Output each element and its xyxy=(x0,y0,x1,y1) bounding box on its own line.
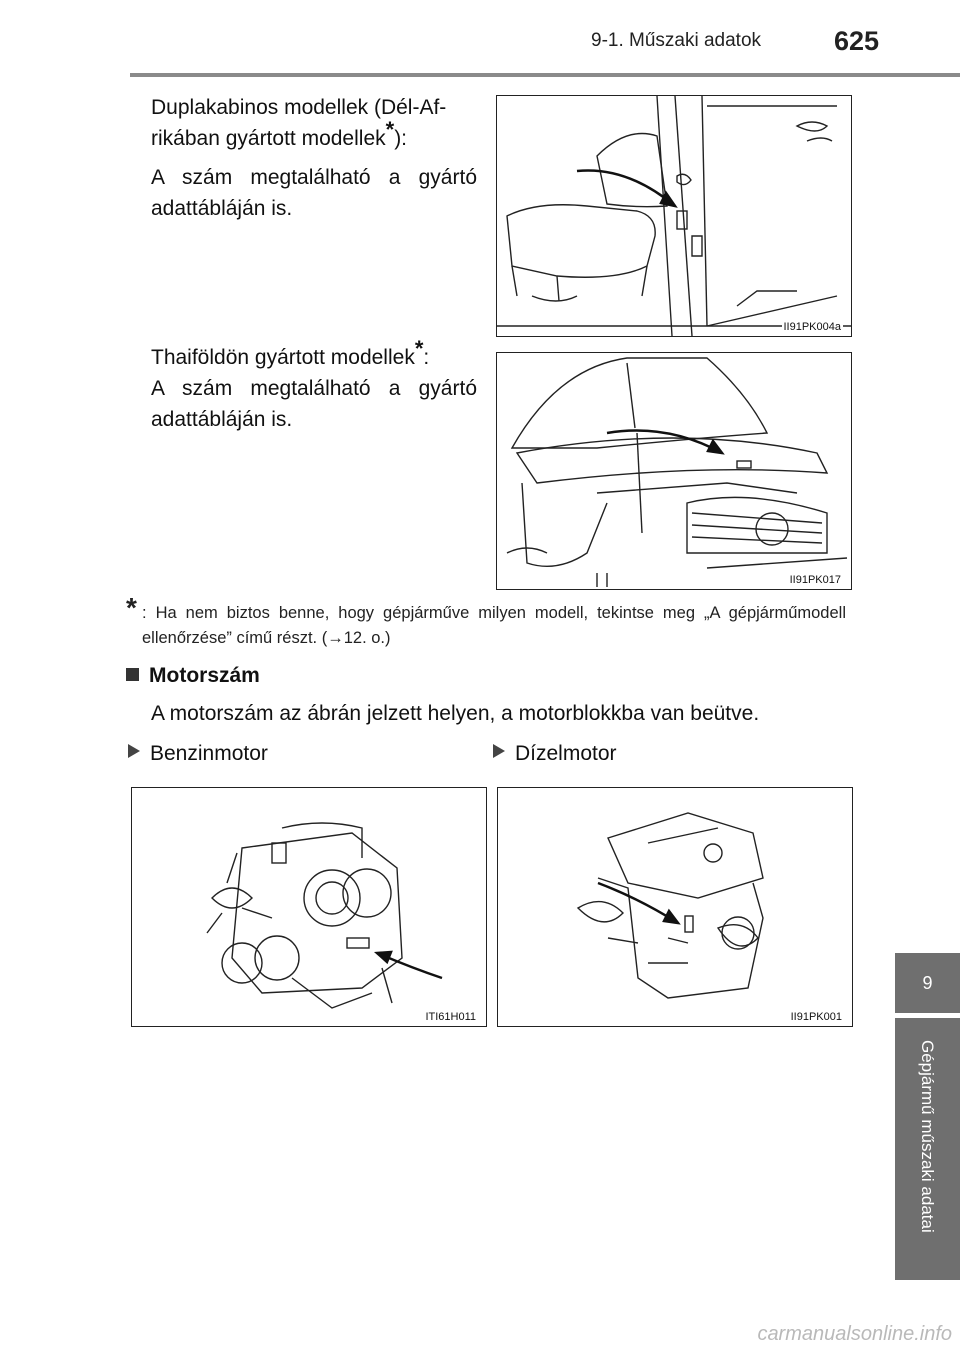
asterisk-marker: * xyxy=(414,336,424,361)
engine-number-heading: Motorszám xyxy=(126,664,260,688)
petrol-engine-illustration xyxy=(132,788,486,1026)
figure-diesel-engine xyxy=(497,787,853,1027)
diesel-subheading: Dízelmotor xyxy=(493,742,617,766)
triangle-bullet-icon xyxy=(493,744,505,758)
footnote-marker: * xyxy=(126,592,137,623)
footnote-text: : Ha nem biztos benne, hogy gépjárműve milyen modell, tekintse meg „A gépjárműmodell ellenőrzése” című részt. (→12. o.) xyxy=(142,604,846,647)
figure-code: II91PK001 xyxy=(790,1011,842,1023)
square-bullet-icon xyxy=(126,668,139,681)
door-pillar-illustration xyxy=(497,96,851,336)
thailand-text xyxy=(151,336,477,435)
double-cab-text xyxy=(151,92,477,224)
petrol-subheading: Benzinmotor xyxy=(128,742,268,766)
figure-code: II91PK004a xyxy=(783,321,841,333)
thailand-line1: Thaiföldön gyártott modellek*: xyxy=(151,336,430,369)
footnote xyxy=(126,592,846,651)
figure-code: II91PK017 xyxy=(789,574,841,586)
section-title: 9-1. Műszaki adatok xyxy=(591,30,762,51)
double-cab-line2: rikában gyártott modellek*): xyxy=(151,117,408,150)
figure-open-hood xyxy=(496,352,852,590)
asterisk-marker: * xyxy=(385,117,395,142)
double-cab-line3: A szám megtalálható a gyártó adattábláján is. xyxy=(151,166,477,220)
open-hood-illustration xyxy=(497,353,851,589)
watermark: carmanualsonline.info xyxy=(757,1323,952,1345)
chapter-label: Gépjármű műszaki adatai xyxy=(918,1040,937,1233)
figure-code: ITI61H011 xyxy=(425,1011,476,1023)
triangle-bullet-icon xyxy=(128,744,140,758)
figure-door-pillar xyxy=(496,95,852,337)
page-number: 625 xyxy=(834,26,880,56)
double-cab-line1: Duplakabinos modellek (Dél-Af- xyxy=(151,96,447,119)
engine-number-text: A motorszám az ábrán jelzett helyen, a motorblokkba van beütve. xyxy=(151,702,760,725)
header-divider xyxy=(130,73,960,77)
diesel-engine-illustration xyxy=(498,788,852,1026)
chapter-number: 9 xyxy=(922,973,933,993)
thailand-line2: A szám megtalálható a gyártó adattábláján is. xyxy=(151,377,477,431)
figure-petrol-engine xyxy=(131,787,487,1027)
